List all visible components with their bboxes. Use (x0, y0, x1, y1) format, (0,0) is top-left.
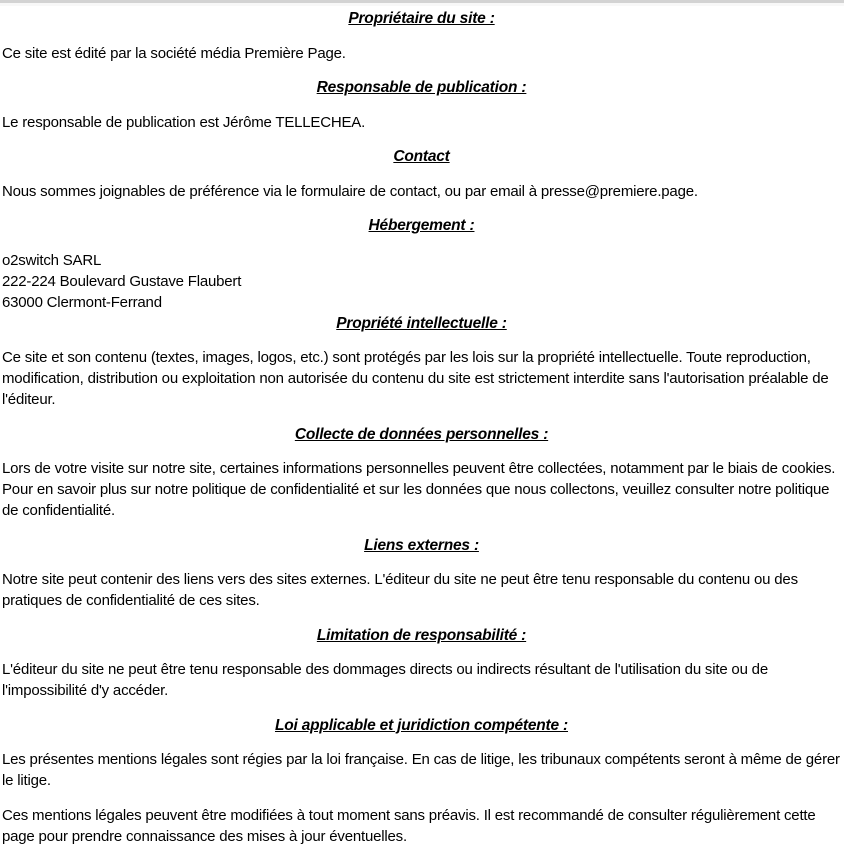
heading-contact: Contact (393, 148, 450, 165)
address-line-street: 222-224 Boulevard Gustave Flaubert (2, 272, 242, 290)
paragraph-loi-applicable: Les présentes mentions légales sont régies par la loi française. En cas de litige, les tribunaux compétents seront à même de gérer le litige. (2, 751, 840, 789)
heading-loi-applicable: Loi applicable et juridiction compétente : (274, 716, 569, 734)
paragraph-modification-mentions: Ces mentions légales peuvent être modifiées à tout moment sans préavis. Il est recommandé de consulter régulièrement cette page pour prendre connaissance des mises à jour éventuelles. (2, 806, 816, 845)
heading-collecte-donnees: Collecte de données personnelles : (294, 425, 549, 443)
legal-notice-page (0, 8, 844, 847)
heading-liens-externes: Liens externes : (364, 536, 479, 554)
address-line-company: o2switch SARL (2, 251, 102, 269)
paragraph-limitation-responsabilite: L'éditeur du site ne peut être tenu responsable des dommages directs ou indirects résultant de l'utilisation du site ou de l'impossibilité d'y accéder. (2, 661, 768, 699)
heading-hebergement: Hébergement : (368, 217, 475, 234)
paragraph-responsable: Le responsable de publication est Jérôme TELLECHEA. (2, 113, 366, 131)
host-address (2, 250, 841, 313)
paragraph-liens-externes: Notre site peut contenir des liens vers des sites externes. L'éditeur du site ne peut être tenu responsable du contenu ou des pratiques de confidentialité de ces sites. (2, 571, 798, 609)
heading-propriete-intellectuelle: Propriété intellectuelle : (336, 314, 507, 332)
top-divider-light (0, 3, 844, 6)
heading-proprietaire-du-site: Propriétaire du site : (348, 10, 495, 27)
paragraph-proprietaire: Ce site est édité par la société média Première Page. (2, 44, 346, 62)
paragraph-contact: Nous sommes joignables de préférence via le formulaire de contact, ou par email à presse@premiere.page. (2, 182, 698, 200)
address-line-city: 63000 Clermont-Ferrand (2, 293, 162, 311)
heading-responsable-publication: Responsable de publication : (316, 79, 527, 96)
heading-limitation-responsabilite: Limitation de responsabilité : (316, 626, 527, 644)
paragraph-propriete-intellectuelle: Ce site et son contenu (textes, images, logos, etc.) sont protégés par les lois sur la propriété intellectuelle. Toute reproduction, modification, distribution ou exploitation non autorisée du contenu du site est strictement interdite sans l'autorisation préalable de l'éditeur. (2, 349, 829, 408)
paragraph-collecte-donnees: Lors de votre visite sur notre site, certaines informations personnelles peuvent être collectées, notamment par le biais de cookies. Pour en savoir plus sur notre politique de confidentialité et sur les données que nous collectons, veuillez consulter notre politique de confidentialité. (2, 460, 836, 519)
